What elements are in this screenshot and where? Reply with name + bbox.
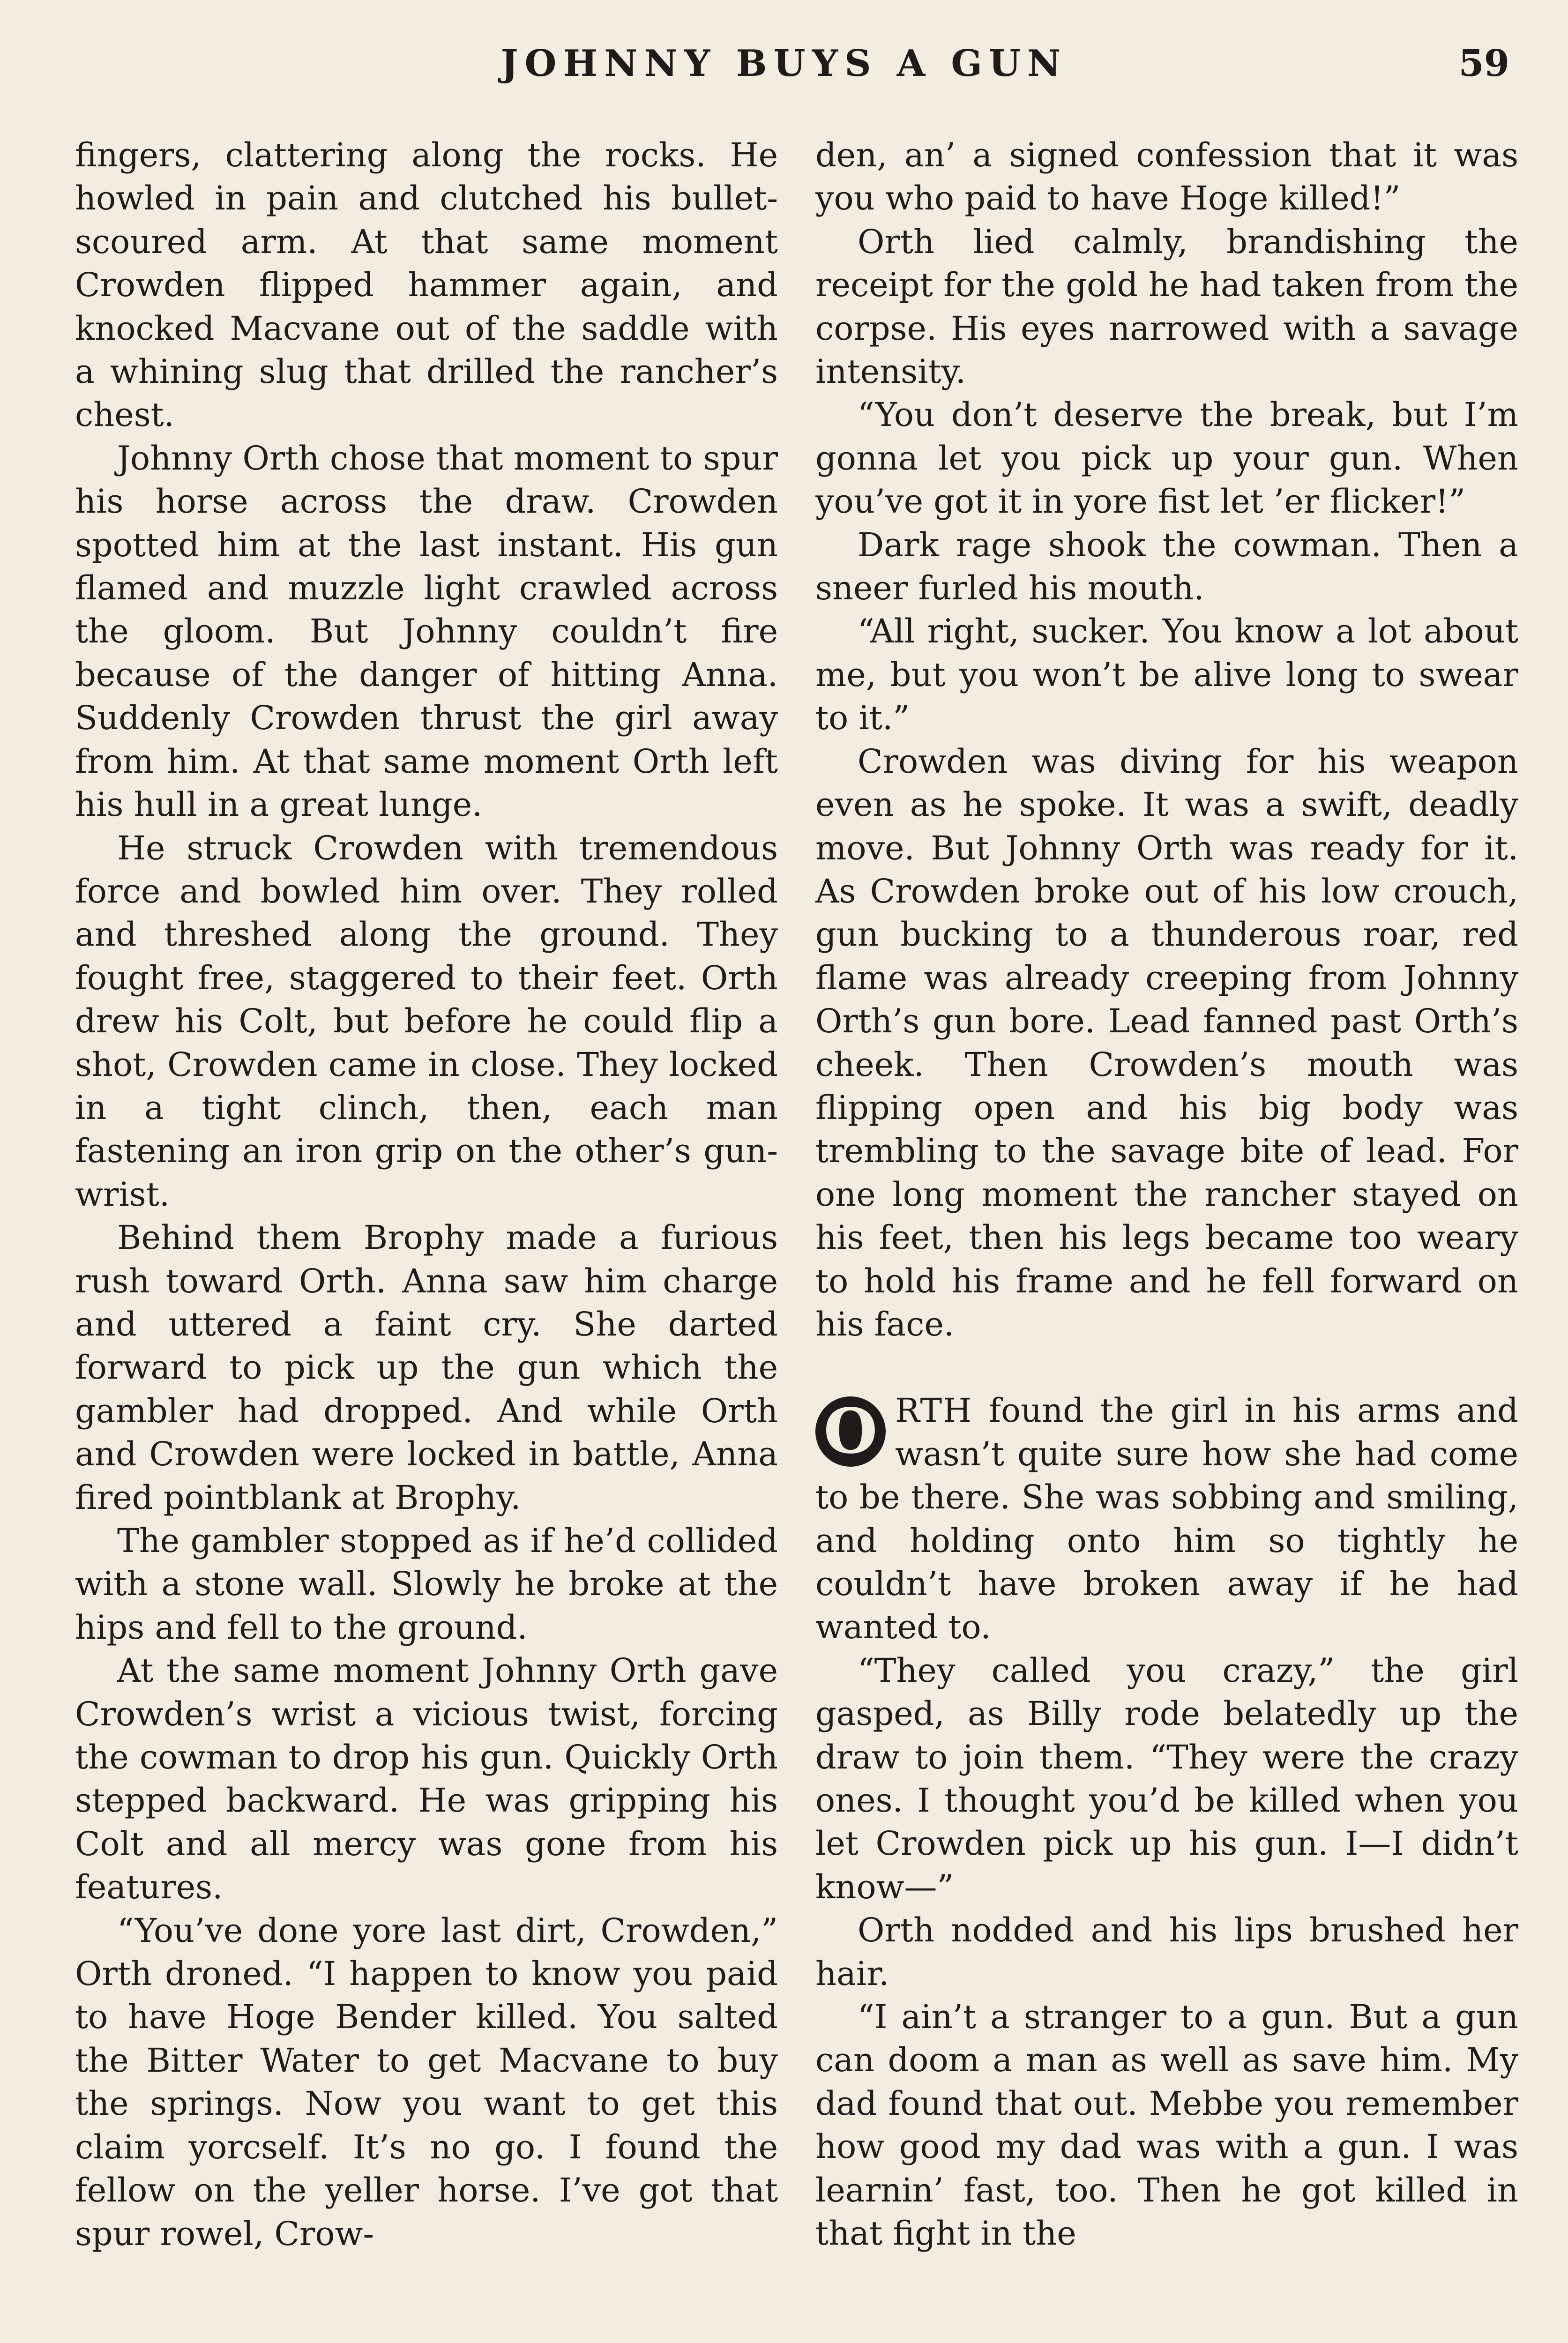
paragraph: den, an’ a signed confession that it was you who paid to have Hoge killed!” <box>815 136 1518 218</box>
dropcap-paragraph-text: found the girl in his arms and wasn’t quite sure how she had come to be there. She was sobbing and smiling, and holding onto him so tightly he couldn’t have broken away if he had wanted to. <box>815 1391 1518 1647</box>
section-break <box>815 1346 1518 1389</box>
dropcap-paragraph <box>815 1389 1518 1649</box>
running-title: JOHNNY BUYS A GUN <box>500 42 1068 85</box>
paragraph: He struck Crowden with tremendous force and bowled him over. They rolled and threshed along the ground. They fought free, staggered to their feet. Orth drew his Colt, but before he could flip a shot, Crowden came in close. They locked in a tight clinch, then, each man fastening an iron grip on the other’s gun-wrist. <box>75 828 778 1214</box>
paragraph: “All right, sucker. You know a lot about me, but you won’t be alive long to swear to it.” <box>815 612 1518 738</box>
paragraph: “I ain’t a stranger to a gun. But a gun can doom a man as well as save him. My dad found that out. Mebbe you remember how good my dad was with a gun. I was learnin’ fast, too. Then he got killed in that fight in the <box>815 1998 1518 2253</box>
right-column <box>815 134 1518 2255</box>
paragraph: “They called you crazy,” the girl gasped, as Billy rode belatedly up the draw to join them. “They were the crazy ones. I thought you’d be killed when you let Crowden pick up his gun. I—I didn’t know—” <box>815 1651 1518 1906</box>
paragraph: “You’ve done yore last dirt, Crowden,” Orth droned. “I happen to know you paid to have Hoge Bender killed. You salted the Bitter Water to get Macvane to buy the springs. Now you want to get this claim yorcself. It’s no go. I found the fellow on the yeller horse. I’ve got that spur rowel, Crow- <box>75 1911 778 2253</box>
small-caps-lead: RTH <box>895 1391 973 1430</box>
paragraph: Behind them Brophy made a furious rush toward Orth. Anna saw him charge and uttered a faint cry. She darted forward to pick up the gun which the gambler had dropped. And while Orth and Crowden were locked in battle, Anna fired pointblank at Brophy. <box>75 1218 778 1517</box>
paragraph: fingers, clattering along the rocks. He howled in pain and clutched his bullet-scoured arm. At that same moment Crowden flipped hammer again, and knocked Macvane out of the saddle with a whining slug that drilled the rancher’s chest. <box>75 136 778 434</box>
drop-cap: O <box>815 1396 886 1467</box>
paragraph: Dark rage shook the cowman. Then a sneer furled his mouth. <box>815 525 1518 608</box>
paragraph: Orth nodded and his lips brushed her hair. <box>815 1911 1518 1993</box>
page-header <box>0 33 1568 108</box>
left-column <box>75 134 778 2255</box>
paragraph: Johnny Orth chose that moment to spur his horse across the draw. Crowden spotted him at the last instant. His gun flamed and muzzle light crawled across the gloom. But Johnny couldn’t fire because of the danger of hitting Anna. Suddenly Crowden thrust the girl away from him. At that same moment Orth left his hull in a great lunge. <box>75 439 778 824</box>
paragraph: “You don’t deserve the break, but I’m gonna let you pick up your gun. When you’ve got it in yore fist let ’er flicker!” <box>815 395 1518 521</box>
paragraph: At the same moment Johnny Orth gave Crowden’s wrist a vicious twist, forcing the cowman to drop his gun. Quickly Orth stepped backward. He was gripping his Colt and all mercy was gone from his features. <box>75 1651 778 1907</box>
paragraph: Crowden was diving for his weapon even as he spoke. It was a swift, deadly move. But Johnny Orth was ready for it. As Crowden broke out of his low crouch, gun bucking to a thunderous roar, red flame was already creeping from Johnny Orth’s gun bore. Lead fanned past Orth’s cheek. Then Crowden’s mouth was flipping open and his big body was trembling to the savage bite of lead. For one long moment the rancher stayed on his feet, then his legs became too weary to hold his frame and he fell forward on his face. <box>815 742 1518 1343</box>
page-number: 59 <box>1458 42 1509 85</box>
paragraph: The gambler stopped as if he’d collided with a stone wall. Slowly he broke at the hips and fell to the ground. <box>75 1522 778 1647</box>
paragraph: Orth lied calmly, brandishing the receipt for the gold he had taken from the corpse. His eyes narrowed with a savage intensity. <box>815 222 1518 391</box>
